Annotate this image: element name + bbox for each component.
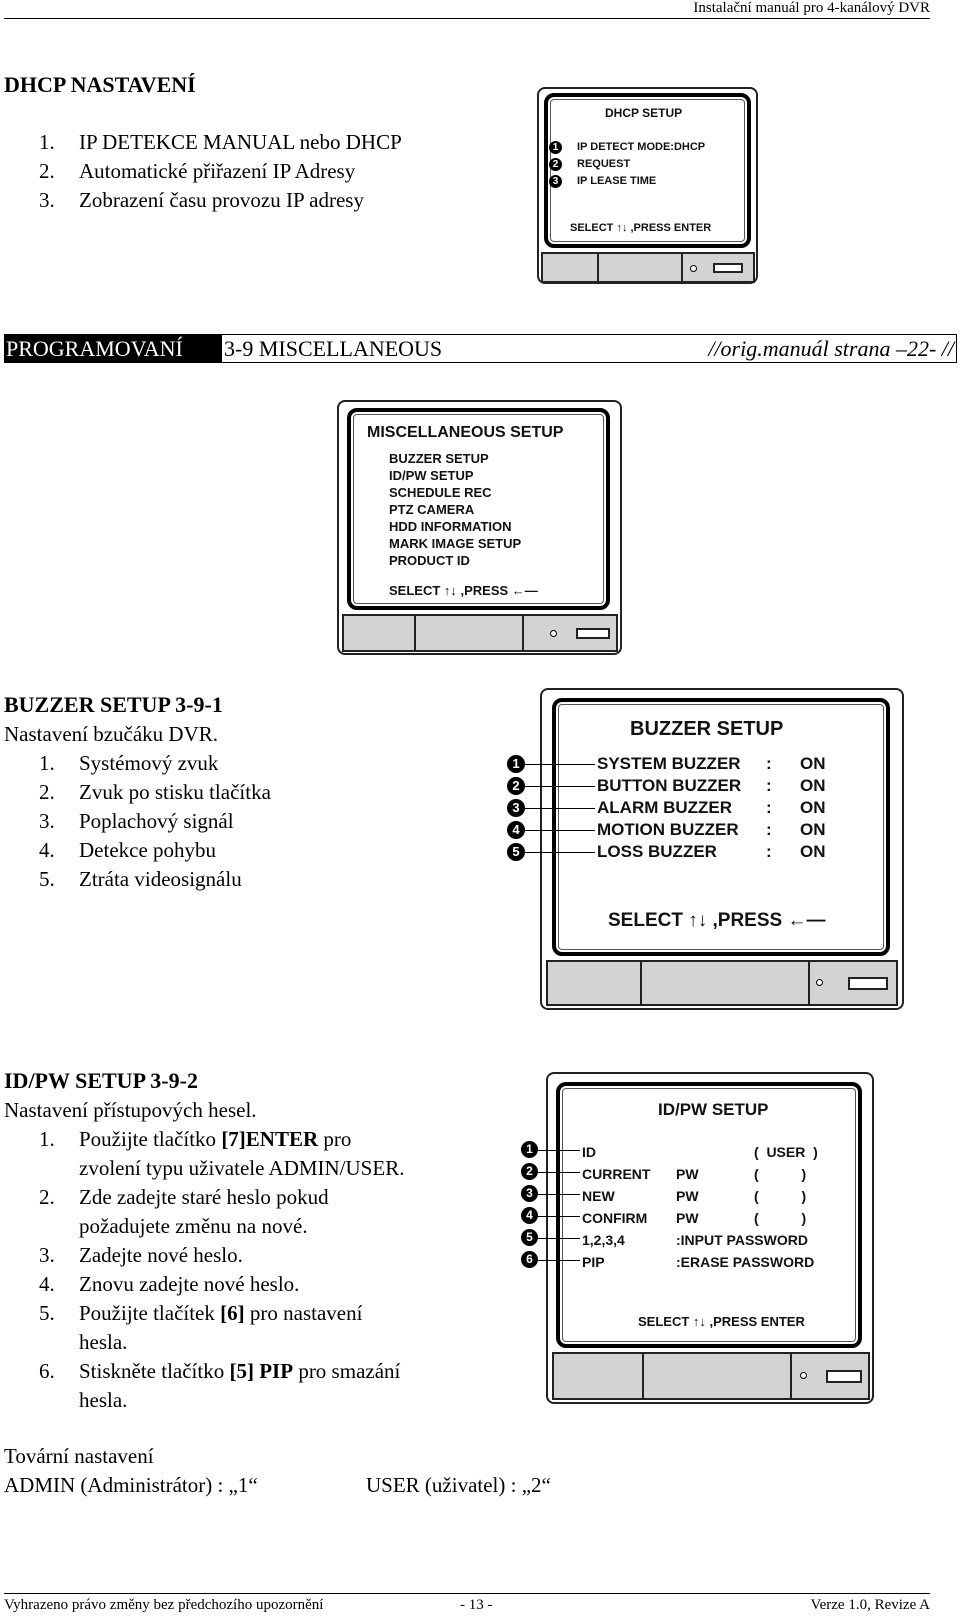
osd-separator: :	[766, 798, 772, 817]
list-item: 3. Poplachový signál	[39, 809, 234, 833]
number-badge: 5	[507, 843, 525, 861]
osd-value: ON	[800, 820, 826, 839]
osd-value: ON	[800, 776, 826, 795]
osd-row: CONFIRM	[582, 1210, 648, 1226]
osd-col: PW	[676, 1166, 699, 1182]
osd-separator: :	[766, 842, 772, 861]
buzzer-dvr-illustration	[540, 688, 904, 1010]
footer-rule	[4, 1593, 930, 1594]
osd-row: NEW	[582, 1188, 615, 1204]
dhcp-list	[4, 128, 504, 215]
number-badge: 1	[521, 1141, 538, 1158]
idpw-intro: Nastavení přístupových hesel.	[4, 1098, 257, 1122]
callout-line	[538, 1260, 580, 1261]
number-badge: 3	[549, 175, 562, 188]
footer-notice: Vyhrazeno právo změny bez předchozího upozornění	[4, 1597, 324, 1613]
list-item: 1. IP DETEKCE MANUAL nebo DHCP	[39, 130, 402, 154]
osd-row: 1,2,3,4	[582, 1232, 625, 1248]
number-badge: 3	[507, 799, 525, 817]
osd-row: PTZ CAMERA	[389, 502, 475, 517]
idpw-heading: ID/PW SETUP 3-9-2	[4, 1068, 198, 1093]
osd-col: PW	[676, 1210, 699, 1226]
misc-dvr-illustration	[337, 400, 622, 655]
list-item: 2. Automatické přiřazení IP Adresy	[39, 159, 356, 183]
osd-row: LOSS BUZZER	[597, 842, 717, 861]
list-item: 5. Ztráta videosignálu	[39, 867, 242, 891]
osd-row: ALARM BUZZER	[597, 798, 733, 817]
list-item: 6. Stiskněte tlačítko [5] PIP pro smazání hesla.	[39, 1359, 401, 1412]
osd-title: BUZZER SETUP	[630, 718, 784, 740]
osd-row: HDD INFORMATION	[389, 519, 512, 534]
callout-line	[525, 786, 595, 787]
osd-row: BUTTON BUZZER	[597, 776, 742, 795]
osd-row: SYSTEM BUZZER	[597, 754, 741, 773]
factory-user: USER (uživatel) : „2“	[366, 1473, 551, 1497]
dhcp-dvr-illustration	[537, 87, 758, 284]
callout-line	[525, 808, 595, 809]
number-badge: 2	[507, 777, 525, 795]
osd-row: ID	[582, 1144, 596, 1160]
factory-label: Tovární nastavení	[4, 1444, 154, 1468]
list-item: 4. Detekce pohybu	[39, 838, 217, 862]
list-item: 2. Zde zadejte staré heslo pokud požadujete změnu na nové.	[39, 1185, 329, 1238]
osd-row: PIP	[582, 1254, 605, 1270]
factory-admin: ADMIN (Administrátor) : „1“	[4, 1473, 258, 1497]
idpw-dvr-illustration	[546, 1072, 874, 1404]
number-badge: 6	[521, 1251, 538, 1268]
osd-value: ( )	[754, 1166, 807, 1182]
list-item: 2. Zvuk po stisku tlačítka	[39, 780, 271, 804]
footer-version: Verze 1.0, Revize A	[810, 1597, 930, 1613]
manual-page-ref: //orig.manuál strana –22- //	[708, 336, 954, 361]
osd-row: PRODUCT ID	[389, 553, 470, 568]
list-item: 1. Použijte tlačítko [7]ENTER pro zvolení typu uživatele ADMIN/USER.	[39, 1127, 405, 1180]
osd-row: CURRENT	[582, 1166, 651, 1182]
osd-value: ON	[800, 842, 826, 861]
osd-title: MISCELLANEOUS SETUP	[367, 424, 564, 441]
list-item: 3. Zobrazení času provozu IP adresy	[39, 188, 364, 212]
osd-separator: :	[766, 776, 772, 795]
osd-row: REQUEST	[577, 158, 631, 170]
header-rule	[4, 18, 930, 19]
number-badge: 1	[507, 755, 525, 773]
section-bar	[4, 334, 957, 363]
osd-row: BUZZER SETUP	[389, 451, 489, 466]
idpw-list	[4, 1125, 504, 1415]
list-item: 3. Zadejte nové heslo.	[39, 1243, 243, 1267]
number-badge: 1	[549, 141, 562, 154]
callout-line	[525, 764, 595, 765]
osd-row: MOTION BUZZER	[597, 820, 739, 839]
osd-value: ( USER )	[754, 1144, 818, 1160]
osd-value: ON	[800, 798, 826, 817]
list-item: 1. Systémový zvuk	[39, 751, 219, 775]
osd-separator: :	[766, 820, 772, 839]
list-item: 5. Použijte tlačítek [6] pro nastavení hesla.	[39, 1301, 363, 1354]
number-badge: 2	[549, 158, 562, 171]
osd-row: IP LEASE TIME	[577, 175, 657, 187]
callout-line	[525, 852, 595, 853]
dhcp-heading: DHCP NASTAVENÍ	[4, 72, 196, 97]
osd-col: :INPUT PASSWORD	[676, 1232, 808, 1248]
osd-value: ( )	[754, 1210, 807, 1226]
buzzer-intro: Nastavení bzučáku DVR.	[4, 722, 219, 746]
osd-title: ID/PW SETUP	[658, 1100, 769, 1119]
osd-value: ON	[800, 754, 826, 773]
osd-value: ( )	[754, 1188, 807, 1204]
buzzer-list	[4, 749, 444, 894]
number-badge: 5	[521, 1229, 538, 1246]
callout-line	[525, 830, 595, 831]
osd-row: ID/PW SETUP	[389, 468, 474, 483]
osd-col: :ERASE PASSWORD	[676, 1254, 815, 1270]
section-title: 3-9 MISCELLANEOUS	[224, 336, 443, 361]
buzzer-heading: BUZZER SETUP 3-9-1	[4, 692, 223, 717]
osd-separator: :	[766, 754, 772, 773]
callout-line	[538, 1238, 580, 1239]
osd-footer: SELECT ↑↓ ,PRESS ENTER	[638, 1314, 805, 1329]
page-number: - 13 -	[460, 1597, 493, 1613]
number-badge: 3	[521, 1185, 538, 1202]
section-label: PROGRAMOVANÍ	[5, 335, 222, 362]
osd-col: PW	[676, 1188, 699, 1204]
osd-footer: SELECT ↑↓ ,PRESS ENTER	[570, 222, 712, 234]
number-badge: 4	[521, 1207, 538, 1224]
number-badge: 2	[521, 1163, 538, 1180]
number-badge: 4	[507, 821, 525, 839]
osd-row: MARK IMAGE SETUP	[389, 536, 522, 551]
callout-line	[538, 1216, 580, 1217]
callout-line	[538, 1194, 580, 1195]
list-item: 4. Znovu zadejte nové heslo.	[39, 1272, 300, 1296]
osd-footer: SELECT ↑↓ ,PRESS ←—	[389, 583, 538, 598]
callout-line	[538, 1150, 580, 1151]
osd-title: DHCP SETUP	[605, 106, 683, 120]
osd-footer: SELECT ↑↓ ,PRESS ←—	[608, 910, 826, 931]
running-header: Instalační manuál pro 4-kanálový DVR	[693, 0, 930, 16]
callout-line	[538, 1172, 580, 1173]
osd-row: SCHEDULE REC	[389, 485, 492, 500]
osd-row: IP DETECT MODE:DHCP	[577, 141, 706, 153]
